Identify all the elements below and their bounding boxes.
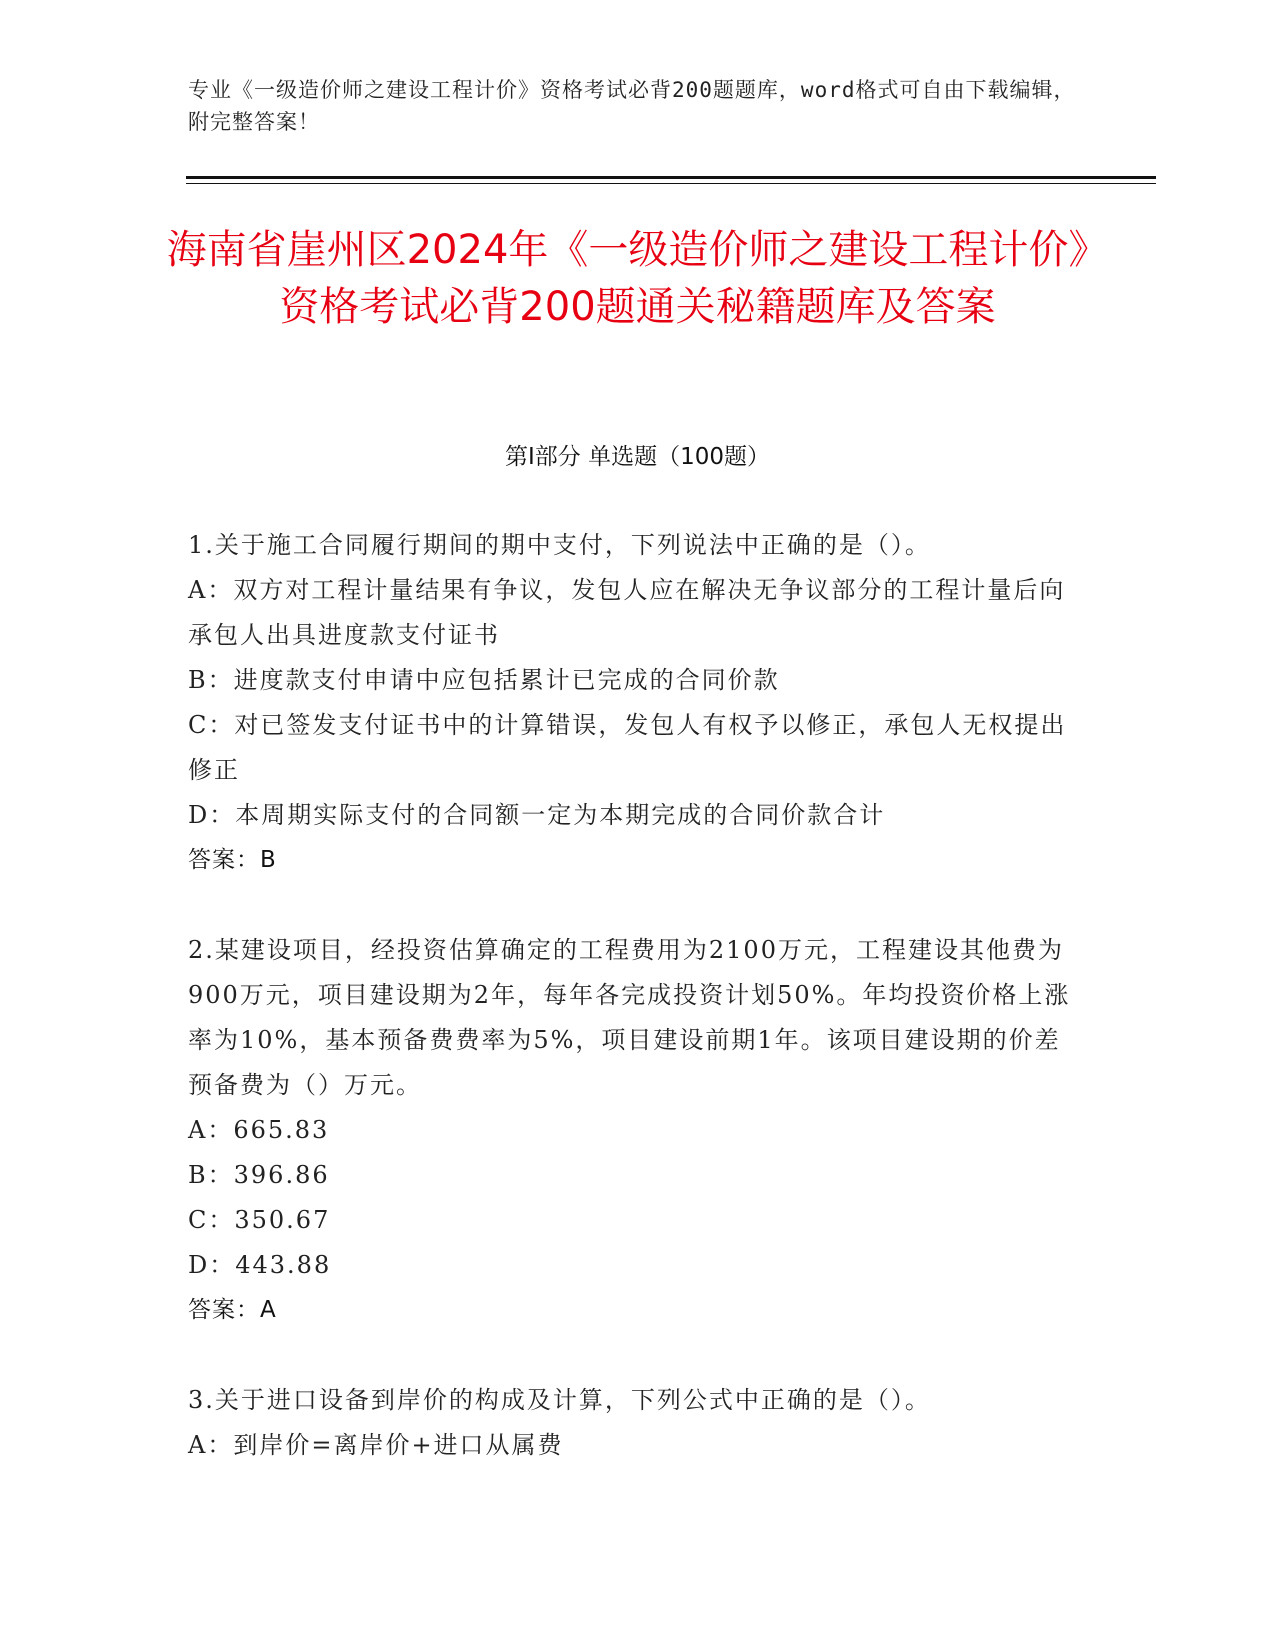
question-option-d: D：443.88 xyxy=(188,1251,332,1279)
question-answer: 答案：B xyxy=(188,847,277,873)
header-divider-thin xyxy=(186,183,1156,184)
document-title: 海南省崖州区2024年《一级造价师之建设工程计价》资格考试必背200题通关秘籍题库及答案 xyxy=(166,227,1109,330)
question-option-d: D：本周期实际支付的合同额一定为本期完成的合同价款合计 xyxy=(188,801,886,829)
question-stem: 2.某建设项目，经投资估算确定的工程费用为2100万元，工程建设其他费为900万元，项目建设期为2年，每年各完成投资计划50%。年均投资价格上涨率为10%，基本预备费费率为5%，项目建设前期1年。该项目建设期的价差预备费为（）万元。 xyxy=(188,936,1071,1099)
question-3 xyxy=(188,1378,1078,1468)
question-stem: 3.关于进口设备到岸价的构成及计算，下列公式中正确的是（）。 xyxy=(188,1386,931,1414)
question-option-c: C：对已签发支付证书中的计算错误，发包人有权予以修正，承包人无权提出修正 xyxy=(188,711,1067,784)
section-title: 第Ⅰ部分 单选题（100题） xyxy=(505,444,770,470)
question-option-b: B：396.86 xyxy=(188,1161,330,1189)
question-2 xyxy=(188,928,1078,1333)
question-option-a: A：到岸价=离岸价+进口从属费 xyxy=(188,1431,564,1459)
question-answer: 答案：A xyxy=(188,1297,277,1323)
header-divider-thick xyxy=(186,176,1156,179)
question-option-b: B：进度款支付申请中应包括累计已完成的合同价款 xyxy=(188,666,780,694)
header-note: 专业《一级造价师之建设工程计价》资格考试必背200题题库，word格式可自由下载编辑，附完整答案！ xyxy=(188,78,1076,134)
question-list xyxy=(188,523,1078,1513)
question-option-c: C：350.67 xyxy=(188,1206,331,1234)
question-option-a: A：665.83 xyxy=(188,1116,330,1144)
question-stem: 1.关于施工合同履行期间的期中支付，下列说法中正确的是（）。 xyxy=(188,531,931,559)
question-option-a: A：双方对工程计量结果有争议，发包人应在解决无争议部分的工程计量后向承包人出具进度款支付证书 xyxy=(188,576,1066,649)
question-1 xyxy=(188,523,1078,883)
